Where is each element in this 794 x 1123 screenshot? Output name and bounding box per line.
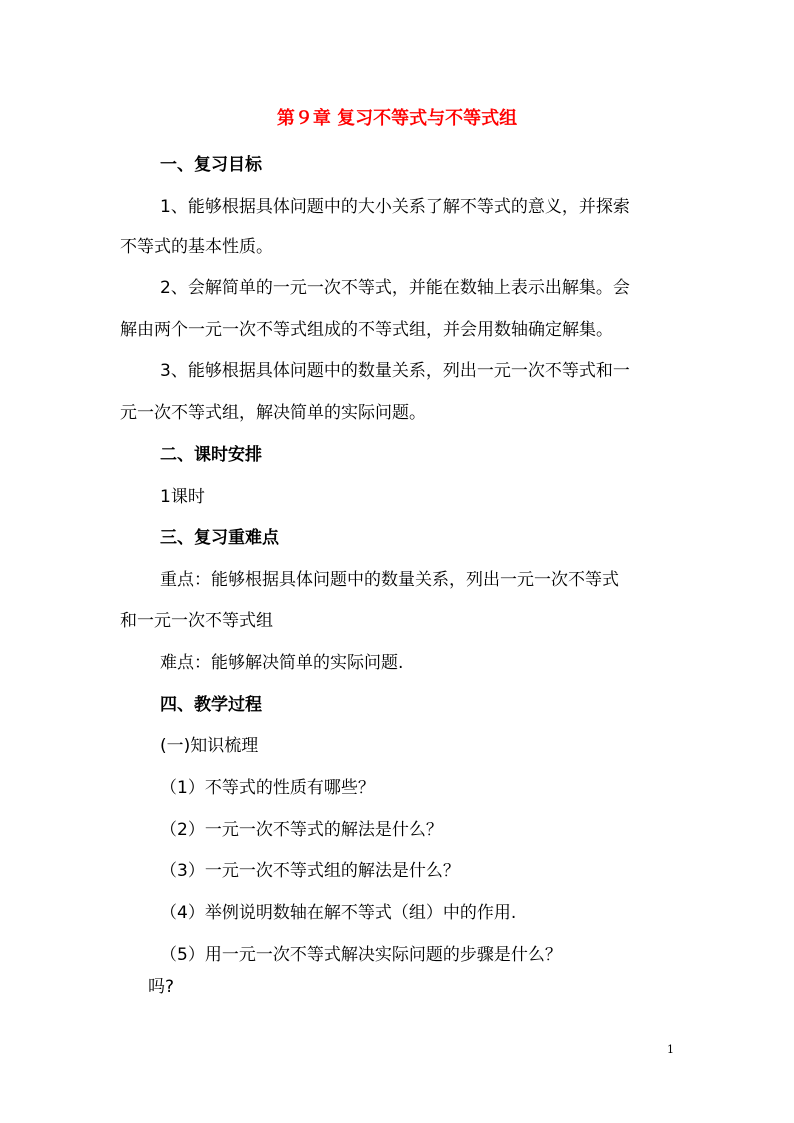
section-heading-key-points: 三、复习重难点 (160, 528, 279, 548)
subsection-knowledge: (一)知识梳理 (160, 736, 259, 756)
question-1: （1）不等式的性质有哪些？ (160, 778, 375, 798)
goal-3-line-1: 3、能够根据具体问题中的数量关系，列出一元一次不等式和一 (160, 361, 630, 381)
section-heading-schedule: 二、课时安排 (160, 445, 262, 465)
question-2: （2）一元一次不等式的解法是什么？ (160, 820, 443, 840)
goal-3-line-2: 元一次不等式组，解决简单的实际问题。 (120, 403, 426, 423)
question-3: （3）一元一次不等式组的解法是什么？ (160, 861, 460, 881)
page-number: 1 (667, 1043, 674, 1056)
goal-2-line-1: 2、会解简单的一元一次不等式，并能在数轴上表示出解集。会 (160, 278, 630, 298)
page-title: 第９章 复习不等式与不等式组 (276, 108, 518, 129)
question-4: （4）举例说明数轴在解不等式（组）中的作用. (160, 903, 517, 923)
key-point-line-2: 和一元一次不等式组 (120, 611, 273, 631)
goal-2-line-2: 解由两个一元一次不等式组成的不等式组，并会用数轴确定解集。 (120, 320, 613, 340)
question-5: （5）用一元一次不等式解决实际问题的步骤是什么？ (160, 945, 562, 965)
section-heading-process: 四、教学过程 (160, 695, 262, 715)
goal-1-line-2: 不等式的基本性质。 (120, 237, 273, 257)
section-heading-goals: 一、复习目标 (160, 155, 262, 175)
goal-1-line-1: 1、能够根据具体问题中的大小关系了解不等式的意义，并探索 (160, 197, 630, 217)
trailing-text: 吗? (148, 977, 175, 997)
difficulty-text: 难点：能够解决简单的实际问题. (160, 653, 404, 673)
schedule-text: 1课时 (160, 487, 205, 507)
key-point-line-1: 重点：能够根据具体问题中的数量关系，列出一元一次不等式 (160, 570, 619, 590)
